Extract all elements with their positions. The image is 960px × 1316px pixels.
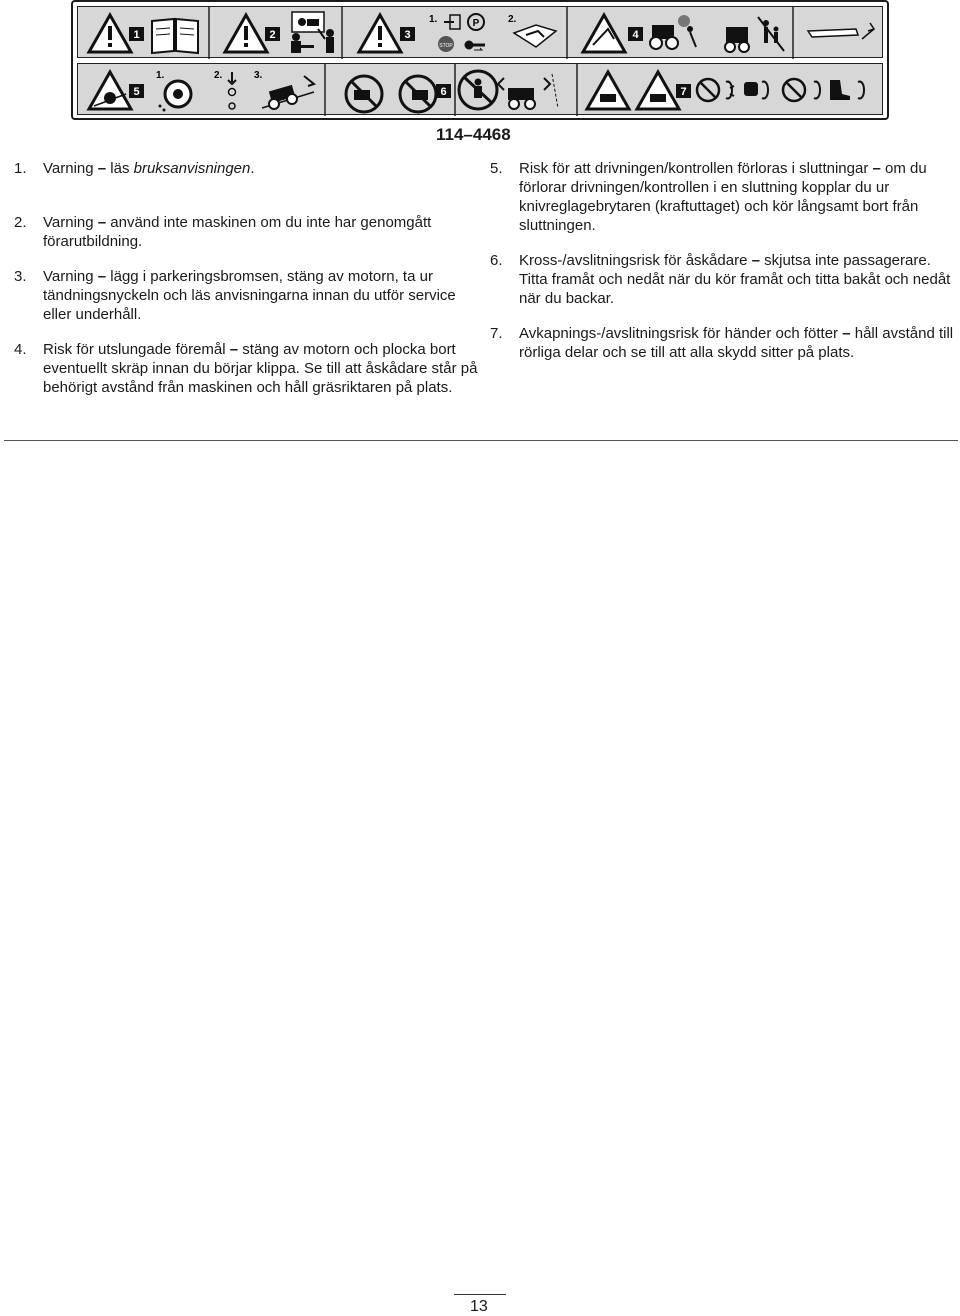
- item-number: 3.: [14, 268, 27, 285]
- training-icon: [291, 12, 334, 53]
- foot-icon: [783, 79, 864, 101]
- slope-icon: [89, 72, 131, 109]
- list-item: [14, 213, 480, 251]
- blade-switch-icon: [228, 72, 236, 109]
- item-dash: –: [751, 252, 760, 269]
- sub-label-1: 1.: [429, 14, 438, 25]
- part-number: 114–4468: [436, 125, 511, 144]
- item-number: 7.: [490, 325, 503, 342]
- slope-tipping-icon: [346, 76, 436, 112]
- warning-triangle-icon: [225, 15, 267, 52]
- mower-on-slope-icon: [262, 76, 314, 109]
- decal-number-6: 6: [440, 86, 447, 98]
- item-dash: –: [97, 160, 107, 177]
- decal-number-6-badge: [436, 84, 451, 98]
- item-text: använd inte maskinen om du inte har genomgått förarutbildning.: [43, 214, 432, 250]
- item-dash: –: [842, 325, 851, 342]
- decal-number-7-badge: [676, 84, 691, 98]
- item-text: läs: [106, 160, 134, 177]
- decal-number-1: 1: [133, 29, 140, 41]
- item-lead: Kross-/avslitningsrisk för åskådare: [519, 252, 752, 269]
- item-lead: Varning: [43, 214, 98, 231]
- item-lead: Varning: [43, 268, 98, 285]
- passenger-icon: [459, 71, 497, 109]
- decal-number-3-badge: [400, 27, 415, 41]
- item-dash: –: [872, 160, 881, 177]
- decal-number-4-badge: [628, 27, 643, 41]
- item-text: skjutsa inte passagerare. Titta framåt och nedåt när du kör framåt och titta bakåt och nedåt när du backar.: [519, 252, 951, 307]
- ignition-key-icon: [465, 41, 486, 51]
- svg-text:P: P: [472, 18, 480, 29]
- right-instruction-list: [490, 159, 956, 378]
- stop-button-icon: [438, 36, 454, 52]
- thrown-object-icon: [650, 15, 696, 49]
- reverse-look-icon: [498, 74, 558, 109]
- item-tail: .: [250, 160, 255, 177]
- list-item: [490, 159, 956, 235]
- left-instruction-list: [14, 159, 480, 413]
- parking-brake-icon: [444, 14, 484, 30]
- warning-triangle-icon: [587, 72, 679, 109]
- list-item: [14, 340, 480, 397]
- safety-decal: [71, 0, 889, 120]
- stop-label: STOP: [439, 43, 453, 49]
- item-text: håll avstånd till rörliga delar och se till att alla skydd sitter på plats.: [519, 325, 954, 361]
- warning-triangle-icon: [359, 15, 401, 52]
- decal-number-4: 4: [632, 29, 639, 41]
- list-item: [490, 251, 956, 308]
- sub-label-2: 2.: [214, 70, 223, 81]
- warning-triangle-icon: [89, 15, 131, 52]
- item-number: 2.: [14, 214, 27, 231]
- decal-number-1-badge: [129, 27, 144, 41]
- page-number-rule: [454, 1294, 506, 1295]
- item-lead: Risk för att drivningen/kontrollen förloras i sluttningar: [519, 160, 873, 177]
- list-item: [14, 159, 480, 178]
- decal-number-7: 7: [680, 86, 687, 98]
- sub-label-1: 1.: [156, 70, 165, 81]
- item-text: om du förlorar drivningen/kontrollen i en sluttning kopplar du ur knivreglagebrytaren (kraftuttaget) och kör långsamt bort från sluttningen.: [519, 160, 927, 234]
- item-lead: Varning: [43, 160, 98, 177]
- item-number: 1.: [14, 160, 27, 177]
- wheel-icon: [159, 81, 192, 112]
- item-lead: Avkapnings-/avslitningsrisk för händer och fötter: [519, 325, 843, 342]
- sub-label-3: 3.: [254, 70, 263, 81]
- sub-label-2: 2.: [508, 14, 517, 25]
- list-item: [490, 324, 956, 362]
- bystander-icon: [725, 17, 784, 52]
- decal-number-2: 2: [269, 29, 276, 41]
- item-dash: –: [97, 214, 107, 231]
- item-number: 5.: [490, 160, 503, 177]
- operator-manual-icon: [514, 25, 556, 47]
- item-lead: Risk för utslungade föremål: [43, 341, 230, 358]
- operator-manual-icon: [152, 19, 198, 53]
- decal-row-1: [77, 6, 883, 58]
- decal-number-5-badge: [129, 84, 144, 98]
- warning-triangle-icon: [583, 15, 625, 52]
- item-text: lägg i parkeringsbromsen, stäng av motorn, ta ur tändningsnyckeln och läs anvisningarna innan du utför service eller underhåll.: [43, 268, 456, 323]
- decal-row-2: [77, 63, 883, 115]
- item-dash: –: [97, 268, 107, 285]
- item-number: 4.: [14, 341, 27, 358]
- list-item: [14, 267, 480, 324]
- deflector-icon: [808, 23, 874, 39]
- item-dash: –: [229, 341, 239, 358]
- decal-number-2-badge: [265, 27, 280, 41]
- hand-icon: [697, 79, 768, 101]
- page-number: 13: [470, 1298, 488, 1315]
- decal-number-3: 3: [404, 29, 411, 41]
- item-number: 6.: [490, 252, 503, 269]
- section-divider: [4, 440, 958, 441]
- decal-number-5: 5: [133, 86, 140, 98]
- item-text: stäng av motorn och plocka bort eventuellt skräp innan du börjar klippa. Se till att åskådare står på behörigt avstånd från maskinen och håll gräsriktaren på plats.: [43, 341, 478, 396]
- item-emphasis: bruksanvisningen: [133, 160, 251, 177]
